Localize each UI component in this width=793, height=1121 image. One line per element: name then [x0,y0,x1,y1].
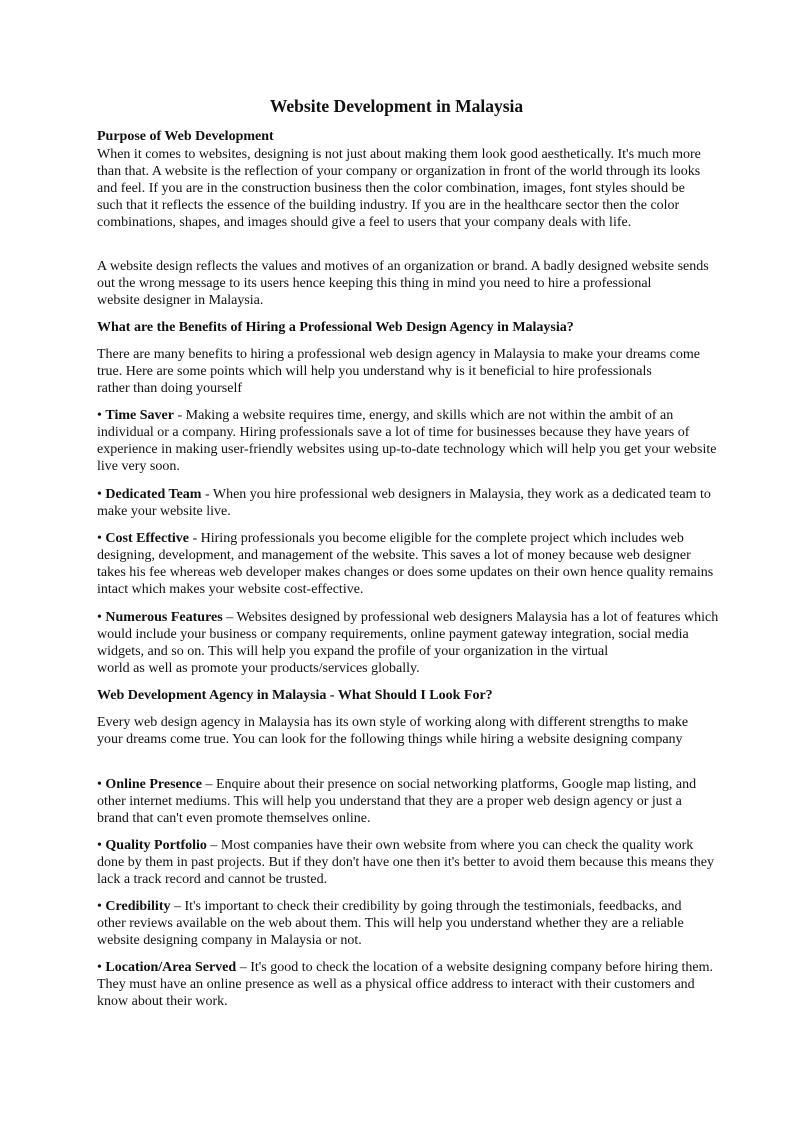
agency-item-credibility [97,898,709,949]
bullet-symbol: • [97,960,102,975]
agency-text: – It's good to check the location of a website designing company before hiring them. They must have an online presence as well as a physical office address to interact with their customers and know about their work. [97,960,714,1009]
agency-text: – Most companies have their own website from where you can check the quality work done by them in past projects. But if they don't have one then it's better to avoid them because this means they lack a track record and cannot be trusted. [97,838,715,887]
purpose-paragraph-2: A website design reflects the values and motives of an organization or brand. A badly designed website sends out the wrong message to its users hence keeping this thing in mind you need to hire a professional website designer in Malaysia. [97,259,709,308]
agency-item-online-presence [97,776,709,827]
agency-text: – It's important to check their credibility by going through the testimonials, feedbacks, and other reviews available on the web about them. This will help you understand whether they are a reliable website designing company in Malaysia or not. [97,899,684,948]
bullet-symbol: • [97,487,102,502]
benefit-item-dedicated-team [97,486,712,520]
bullet-symbol: • [97,899,102,914]
section-heading-agency: Web Development Agency in Malaysia - What Should I Look For? [97,688,493,703]
agency-item-location-area-served [97,959,715,1010]
benefit-text: - Hiring professionals you become eligible for the complete project which includes web designing, development, and management of the website. This saves a lot of money because web designer takes his fee whereas web developer makes changes or does some updates on their own hence quality remains intact which makes your website cost-effective. [97,531,714,597]
bullet-symbol: • [97,610,102,625]
section-heading-purpose: Purpose of Web Development [97,129,274,144]
benefits-intro: There are many benefits to hiring a professional web design agency in Malaysia to make your dreams come true. Here are some points which will help you understand why is it beneficial to hire professionals rather than doing yourself [97,347,700,396]
benefit-term: Time Saver [105,408,174,423]
section-heading-benefits: What are the Benefits of Hiring a Professional Web Design Agency in Malaysia? [97,320,574,335]
document-title: Website Development in Malaysia [269,96,524,116]
benefit-item-numerous-features [97,609,719,677]
bullet-symbol: • [97,777,102,792]
benefit-text: – Websites designed by professional web designers Malaysia has a lot of features which would include your business or company requirements, online payment gateway integration, social media widgets, and so on. This will help you expand the profile of your organization in the virtual world as well as promote your products/services globally. [97,610,719,676]
agency-term: Credibility [105,899,171,914]
purpose-paragraph-1: When it comes to websites, designing is not just about making them look good aesthetically. It's much more than that. A website is the reflection of your company or organization in front of the world through its looks and feel. If you are in the construction business then the color combination, images, font styles should be such that it reflects the essence of the building industry. If you are in the healthcare sector then the color combinations, shapes, and images should give a feel to users that your company deals with life. [97,147,701,230]
bullet-symbol: • [97,408,102,423]
benefit-item-cost-effective [97,530,715,598]
agency-item-quality-portfolio [97,837,717,888]
agency-text: – Enquire about their presence on social networking platforms, Google map listing, and other internet mediums. This will help you understand that they are a proper web design agency or just a brand that can't even promote themselves online. [97,777,697,826]
benefit-item-time-saver [97,407,717,475]
agency-intro: Every web design agency in Malaysia has its own style of working along with different strengths to make your dreams come true. You can look for the following things while hiring a website designing company [97,715,689,747]
benefit-term: Cost Effective [105,531,189,546]
bullet-symbol: • [97,531,102,546]
benefit-term: Dedicated Team [105,487,202,502]
agency-term: Online Presence [105,777,202,792]
bullet-symbol: • [97,838,102,853]
benefit-term: Numerous Features [105,610,223,625]
benefit-text: - Making a website requires time, energy, and skills which are not within the ambit of an individual or a company. Hiring professionals save a lot of time for businesses because they have years of experience in making user-friendly websites using up-to-date technology which will help you get your website live very soon. [97,408,717,474]
agency-term: Quality Portfolio [105,838,207,853]
benefit-text: - When you hire professional web designers in Malaysia, they work as a dedicated team to make your website live. [97,487,711,519]
agency-term: Location/Area Served [105,960,237,975]
